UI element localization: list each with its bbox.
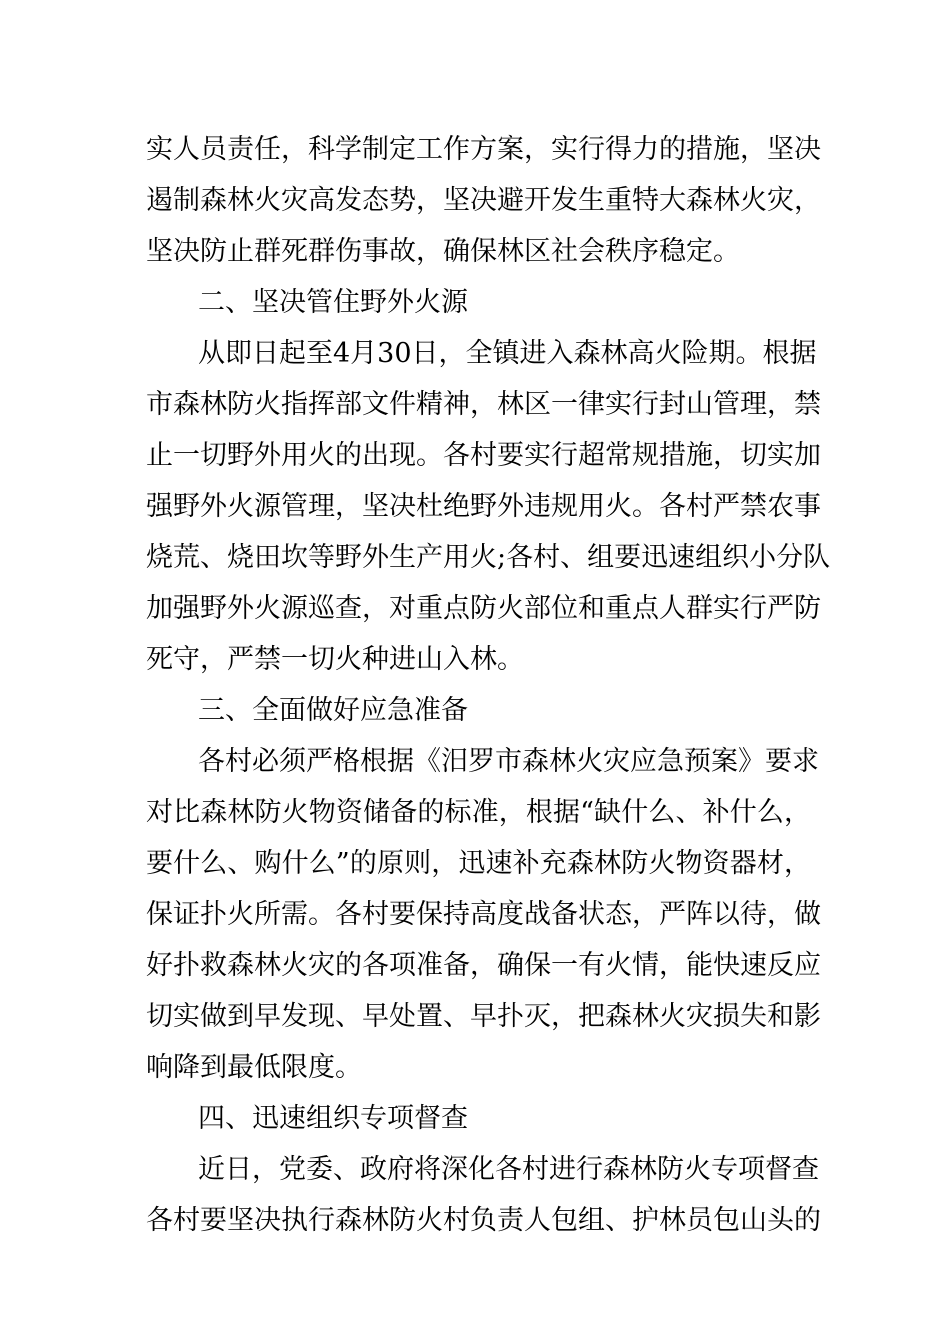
paragraph-line: 坚决防止群死群伤事故，确保林区社会秩序稳定。 (146, 236, 740, 267)
paragraph-line: 市森林防火指挥部文件精神，林区一律实行封山管理，禁 (146, 389, 821, 420)
paragraph-line: 从即日起至4月30日，全镇进入森林高火险期。根据 (198, 338, 817, 369)
paragraph-line: 实人员责任，科学制定工作方案，实行得力的措施，坚决 (146, 134, 821, 165)
paragraph-line: 止一切野外用火的出现。各村要实行超常规措施，切实加 (146, 440, 821, 471)
paragraph-line: 近日，党委、政府将深化各村进行森林防火专项督查 (198, 1154, 819, 1185)
paragraph-line: 各村必须严格根据《汨罗市森林火灾应急预案》要求 (198, 746, 819, 777)
paragraph-line: 死守，严禁一切火种进山入林。 (146, 644, 524, 675)
paragraph-line: 保证扑火所需。各村要保持高度战备状态，严阵以待，做 (146, 899, 821, 930)
paragraph-line: 响降到最低限度。 (146, 1052, 362, 1083)
paragraph-line: 对比森林防火物资储备的标准，根据“缺什么、补什么， (146, 797, 811, 828)
paragraph-line: 遏制森林火灾高发态势，坚决避开发生重特大森林火灾， (146, 185, 821, 216)
document-body (146, 124, 831, 1246)
paragraph-line: 切实做到早发现、早处置、早扑灭，把森林火灾损失和影 (146, 1001, 821, 1032)
paragraph-line: 各村要坚决执行森林防火村负责人包组、护林员包山头的 (146, 1205, 821, 1236)
paragraph-line: 烧荒、烧田坎等野外生产用火;各村、组要迅速组织小分队 (146, 542, 831, 573)
section-heading: 三、全面做好应急准备 (198, 695, 468, 726)
section-heading: 四、迅速组织专项督查 (198, 1103, 468, 1134)
paragraph-line: 要什么、购什么”的原则，迅速补充森林防火物资器材， (146, 848, 811, 879)
section-heading: 二、坚决管住野外火源 (198, 287, 468, 318)
paragraph-line: 加强野外火源巡查，对重点防火部位和重点人群实行严防 (146, 593, 821, 624)
paragraph-line: 好扑救森林火灾的各项准备，确保一有火情，能快速反应 (146, 950, 821, 981)
paragraph-line: 强野外火源管理，坚决杜绝野外违规用火。各村严禁农事 (146, 491, 821, 522)
